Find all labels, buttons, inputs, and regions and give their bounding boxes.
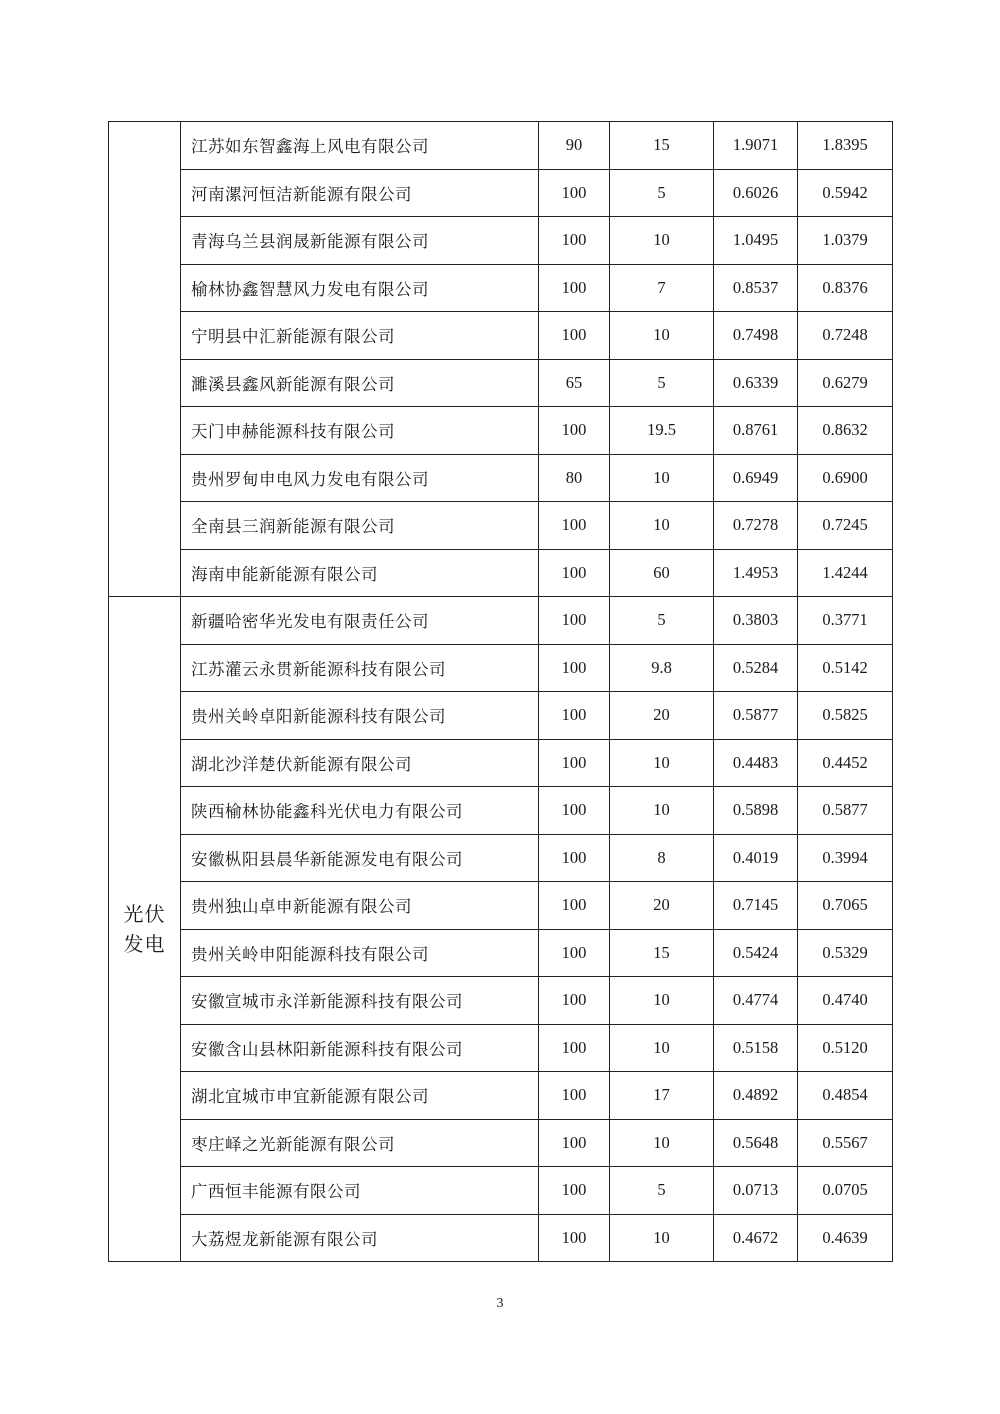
table-row	[109, 787, 893, 835]
value-4-cell: 0.4639	[798, 1214, 893, 1262]
value-2-cell: 5	[610, 1167, 714, 1215]
value-2-cell: 20	[610, 692, 714, 740]
value-1-cell: 100	[539, 929, 610, 977]
company-name-cell: 枣庄峄之光新能源有限公司	[181, 1119, 539, 1167]
value-1-cell: 100	[539, 549, 610, 597]
company-name-cell: 湖北宜城市申宜新能源有限公司	[181, 1072, 539, 1120]
value-2-cell: 20	[610, 882, 714, 930]
value-3-cell: 0.5424	[714, 929, 798, 977]
value-1-cell: 100	[539, 977, 610, 1025]
value-4-cell: 0.3771	[798, 597, 893, 645]
value-3-cell: 0.4019	[714, 834, 798, 882]
company-name-cell: 全南县三润新能源有限公司	[181, 502, 539, 550]
value-2-cell: 10	[610, 1119, 714, 1167]
value-3-cell: 1.9071	[714, 122, 798, 170]
value-2-cell: 5	[610, 597, 714, 645]
table-row	[109, 644, 893, 692]
value-3-cell: 0.3803	[714, 597, 798, 645]
value-1-cell: 100	[539, 407, 610, 455]
value-4-cell: 1.8395	[798, 122, 893, 170]
value-3-cell: 0.5284	[714, 644, 798, 692]
table-row	[109, 359, 893, 407]
value-4-cell: 1.4244	[798, 549, 893, 597]
value-4-cell: 0.5142	[798, 644, 893, 692]
value-4-cell: 0.8376	[798, 264, 893, 312]
value-1-cell: 65	[539, 359, 610, 407]
company-name-cell: 江苏如东智鑫海上风电有限公司	[181, 122, 539, 170]
value-2-cell: 10	[610, 787, 714, 835]
company-name-cell: 贵州关岭卓阳新能源科技有限公司	[181, 692, 539, 740]
value-3-cell: 0.7498	[714, 312, 798, 360]
table-row	[109, 454, 893, 502]
table-row	[109, 312, 893, 360]
value-4-cell: 0.7248	[798, 312, 893, 360]
value-3-cell: 0.4483	[714, 739, 798, 787]
value-1-cell: 100	[539, 264, 610, 312]
company-name-cell: 安徽含山县林阳新能源科技有限公司	[181, 1024, 539, 1072]
value-1-cell: 100	[539, 217, 610, 265]
value-3-cell: 0.7145	[714, 882, 798, 930]
value-3-cell: 0.8537	[714, 264, 798, 312]
company-name-cell: 湖北沙洋楚伏新能源有限公司	[181, 739, 539, 787]
company-name-cell: 安徽枞阳县晨华新能源发电有限公司	[181, 834, 539, 882]
value-2-cell: 15	[610, 122, 714, 170]
value-3-cell: 0.7278	[714, 502, 798, 550]
value-2-cell: 5	[610, 359, 714, 407]
value-1-cell: 100	[539, 882, 610, 930]
value-2-cell: 10	[610, 312, 714, 360]
value-2-cell: 10	[610, 502, 714, 550]
value-2-cell: 10	[610, 977, 714, 1025]
value-4-cell: 0.7065	[798, 882, 893, 930]
value-3-cell: 0.6026	[714, 169, 798, 217]
value-3-cell: 0.6339	[714, 359, 798, 407]
table-row	[109, 1024, 893, 1072]
value-2-cell: 5	[610, 169, 714, 217]
table-row	[109, 692, 893, 740]
category-cell	[109, 122, 181, 597]
company-name-cell: 广西恒丰能源有限公司	[181, 1167, 539, 1215]
value-3-cell: 0.4892	[714, 1072, 798, 1120]
table-row	[109, 1167, 893, 1215]
value-4-cell: 0.7245	[798, 502, 893, 550]
value-2-cell: 17	[610, 1072, 714, 1120]
value-1-cell: 100	[539, 1119, 610, 1167]
value-2-cell: 60	[610, 549, 714, 597]
value-1-cell: 100	[539, 1072, 610, 1120]
table-body	[109, 122, 893, 1262]
company-data-table	[108, 121, 893, 1262]
value-4-cell: 0.6900	[798, 454, 893, 502]
table-row	[109, 169, 893, 217]
value-1-cell: 80	[539, 454, 610, 502]
table-row	[109, 502, 893, 550]
value-3-cell: 0.5898	[714, 787, 798, 835]
value-2-cell: 10	[610, 739, 714, 787]
value-4-cell: 0.5877	[798, 787, 893, 835]
value-1-cell: 100	[539, 1167, 610, 1215]
value-3-cell: 0.0713	[714, 1167, 798, 1215]
table-row	[109, 929, 893, 977]
company-name-cell: 安徽宣城市永洋新能源科技有限公司	[181, 977, 539, 1025]
value-2-cell: 15	[610, 929, 714, 977]
table-row	[109, 1214, 893, 1262]
value-1-cell: 100	[539, 692, 610, 740]
value-1-cell: 100	[539, 169, 610, 217]
table-row	[109, 882, 893, 930]
value-1-cell: 100	[539, 502, 610, 550]
value-4-cell: 0.3994	[798, 834, 893, 882]
value-4-cell: 0.4452	[798, 739, 893, 787]
value-3-cell: 1.4953	[714, 549, 798, 597]
value-1-cell: 100	[539, 312, 610, 360]
company-name-cell: 海南申能新能源有限公司	[181, 549, 539, 597]
table-row	[109, 122, 893, 170]
value-4-cell: 0.5825	[798, 692, 893, 740]
value-4-cell: 0.0705	[798, 1167, 893, 1215]
value-4-cell: 0.5329	[798, 929, 893, 977]
value-1-cell: 100	[539, 787, 610, 835]
value-1-cell: 100	[539, 1214, 610, 1262]
value-2-cell: 9.8	[610, 644, 714, 692]
company-name-cell: 贵州罗甸申电风力发电有限公司	[181, 454, 539, 502]
value-3-cell: 0.4672	[714, 1214, 798, 1262]
value-1-cell: 100	[539, 834, 610, 882]
value-4-cell: 0.8632	[798, 407, 893, 455]
company-name-cell: 榆林协鑫智慧风力发电有限公司	[181, 264, 539, 312]
table-row	[109, 264, 893, 312]
value-3-cell: 0.5648	[714, 1119, 798, 1167]
company-name-cell: 青海乌兰县润晟新能源有限公司	[181, 217, 539, 265]
value-3-cell: 0.5877	[714, 692, 798, 740]
value-4-cell: 1.0379	[798, 217, 893, 265]
company-name-cell: 河南漯河恒洁新能源有限公司	[181, 169, 539, 217]
table-row	[109, 217, 893, 265]
category-cell: 光伏发电	[109, 597, 181, 1262]
value-2-cell: 10	[610, 1024, 714, 1072]
value-1-cell: 100	[539, 644, 610, 692]
value-1-cell: 100	[539, 739, 610, 787]
company-name-cell: 贵州独山卓申新能源有限公司	[181, 882, 539, 930]
table-row	[109, 407, 893, 455]
table-row	[109, 1072, 893, 1120]
value-3-cell: 0.6949	[714, 454, 798, 502]
company-name-cell: 天门申赫能源科技有限公司	[181, 407, 539, 455]
value-3-cell: 0.5158	[714, 1024, 798, 1072]
value-3-cell: 1.0495	[714, 217, 798, 265]
company-name-cell: 大荔煜龙新能源有限公司	[181, 1214, 539, 1262]
company-name-cell: 濉溪县鑫风新能源有限公司	[181, 359, 539, 407]
value-4-cell: 0.5120	[798, 1024, 893, 1072]
company-name-cell: 贵州关岭申阳能源科技有限公司	[181, 929, 539, 977]
company-name-cell: 宁明县中汇新能源有限公司	[181, 312, 539, 360]
company-name-cell: 新疆哈密华光发电有限责任公司	[181, 597, 539, 645]
value-2-cell: 10	[610, 217, 714, 265]
page-number: 3	[496, 1296, 504, 1311]
value-3-cell: 0.4774	[714, 977, 798, 1025]
value-1-cell: 90	[539, 122, 610, 170]
table-row	[109, 739, 893, 787]
table-row	[109, 1119, 893, 1167]
table-row	[109, 597, 893, 645]
value-4-cell: 0.5567	[798, 1119, 893, 1167]
table-row	[109, 549, 893, 597]
value-1-cell: 100	[539, 597, 610, 645]
company-name-cell: 陕西榆林协能鑫科光伏电力有限公司	[181, 787, 539, 835]
value-3-cell: 0.8761	[714, 407, 798, 455]
table-row	[109, 977, 893, 1025]
value-2-cell: 19.5	[610, 407, 714, 455]
value-1-cell: 100	[539, 1024, 610, 1072]
value-2-cell: 10	[610, 454, 714, 502]
value-2-cell: 8	[610, 834, 714, 882]
value-4-cell: 0.5942	[798, 169, 893, 217]
value-4-cell: 0.4854	[798, 1072, 893, 1120]
value-4-cell: 0.4740	[798, 977, 893, 1025]
value-2-cell: 10	[610, 1214, 714, 1262]
value-2-cell: 7	[610, 264, 714, 312]
company-name-cell: 江苏灌云永贯新能源科技有限公司	[181, 644, 539, 692]
value-4-cell: 0.6279	[798, 359, 893, 407]
table-row	[109, 834, 893, 882]
